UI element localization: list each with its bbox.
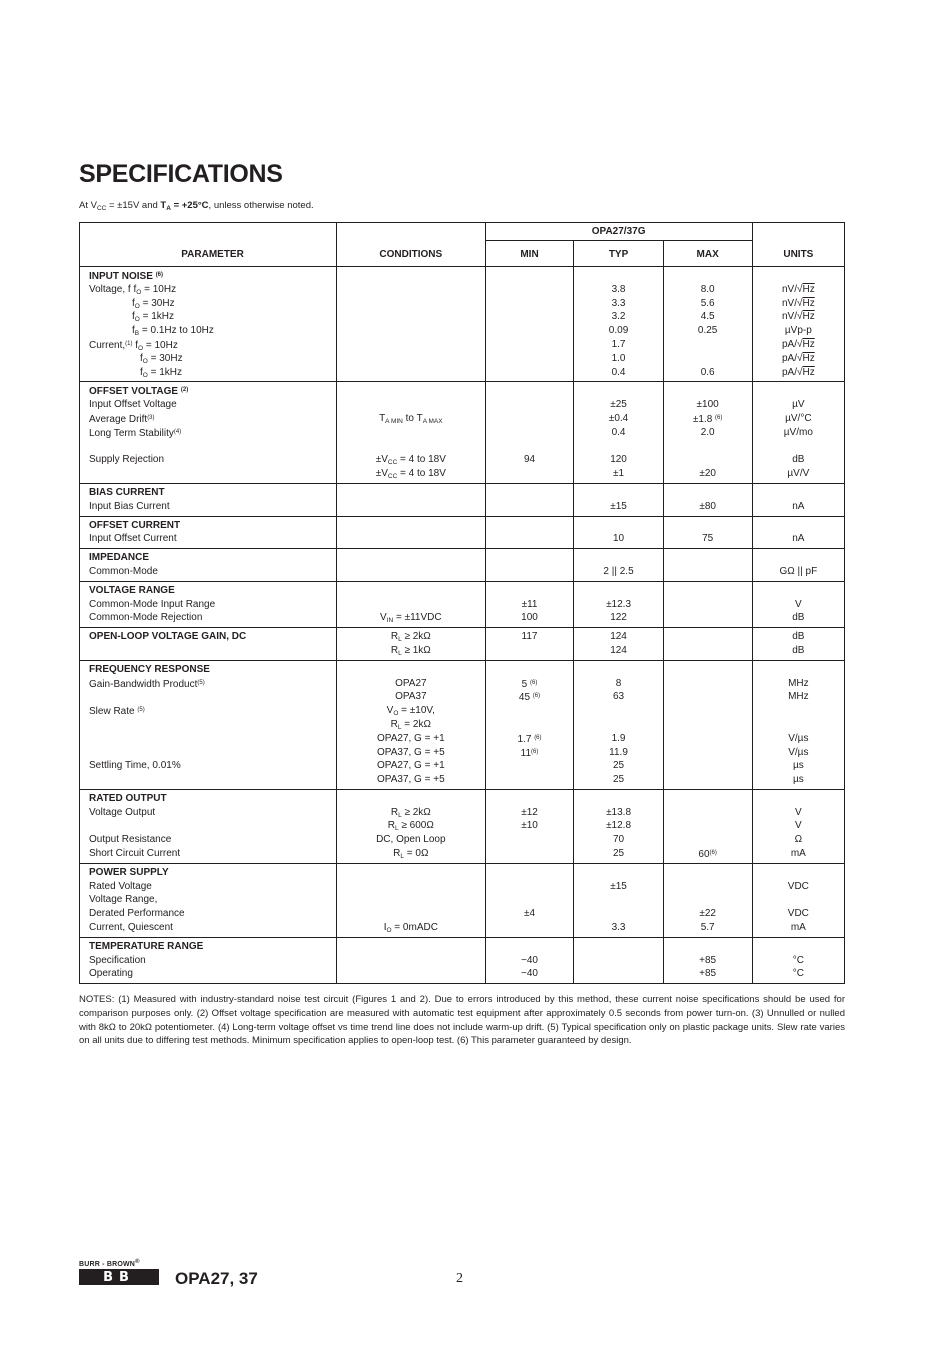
bias-current-params: BIAS CURRENT Input Bias Current bbox=[80, 483, 337, 516]
temperature-range-units: °C °C bbox=[752, 937, 844, 983]
open-loop-params: OPEN-LOOP VOLTAGE GAIN, DC bbox=[80, 628, 337, 661]
header-typ: TYP bbox=[574, 241, 663, 267]
header-min: MIN bbox=[485, 241, 574, 267]
frequency-response-params: FREQUENCY RESPONSE Gain-Bandwidth Product$^{(5)}$ Slew Rate $^{(5)}$ Settling Time, 0.01% bbox=[80, 660, 337, 789]
temperature-range-max: +85 +85 bbox=[663, 937, 752, 983]
group-power-supply bbox=[80, 863, 845, 937]
header-max: MAX bbox=[663, 241, 752, 267]
footnotes: NOTES: (1) Measured with industry-standard noise test circuit (Figures 1 and 2). Due to errors introduced by this method, these current noise specifications should be used for comparison purposes only. (2) Offset voltage specification are measured with automatic test equipment after approximately 0.5 seconds from power turn-on. (3) Unnulled or nulled with 8kΩ to 20kΩ potentiometer. (4) Long-term voltage offset vs time trend line does not include warm-up drift. (5) Typical specification only on plastic package units. Slew rate varies on all units due to differing test methods. Minimum specification applies to open-loop test. (6) This parameter guaranteed by design. bbox=[79, 994, 845, 1047]
frequency-response-units: MHz MHz V/µs V/µs µs µs bbox=[752, 660, 844, 789]
offset-current-min bbox=[485, 516, 574, 549]
rated-output-params: RATED OUTPUT Voltage Output Output Resistance Short Circuit Current bbox=[80, 789, 337, 863]
logo-wordmark: BURR - BROWN bbox=[79, 1261, 136, 1268]
rated-output-units: V V Ω mA bbox=[752, 789, 844, 863]
header-parameter: PARAMETER bbox=[80, 223, 337, 267]
group-impedance bbox=[80, 549, 845, 582]
header-units: UNITS bbox=[752, 223, 844, 267]
offset-voltage-params: OFFSET VOLTAGE $^{(2)}$ Input Offset Voltage Average Drift$^{(3)}$ Long Term Stability$^{(4)}$ Supply Rejection bbox=[80, 382, 337, 484]
header-conditions: CONDITIONS bbox=[337, 223, 485, 267]
bias-current-min bbox=[485, 483, 574, 516]
input-noise-conditions bbox=[337, 267, 485, 382]
impedance-max bbox=[663, 549, 752, 582]
group-offset-voltage bbox=[80, 382, 845, 484]
input-noise-max: 8.0 5.6 4.5 0.25 0.6 bbox=[663, 267, 752, 382]
power-supply-typ: ±15 3.3 bbox=[574, 863, 663, 937]
rated-output-typ: ±13.8 ±12.8 70 25 bbox=[574, 789, 663, 863]
voltage-range-typ: ±12.3 122 bbox=[574, 581, 663, 627]
voltage-range-max bbox=[663, 581, 752, 627]
registered-mark: ® bbox=[135, 1259, 140, 1265]
voltage-range-conditions: $V_{IN} = \pm 11VDC$ bbox=[337, 581, 485, 627]
table-header-row bbox=[80, 223, 845, 241]
page-number: 2 bbox=[456, 1271, 463, 1286]
temperature-range-min: −40 −40 bbox=[485, 937, 574, 983]
rated-output-max: 60$^{(6)}$ bbox=[663, 789, 752, 863]
input-noise-params: INPUT NOISE $^{(6)}$ Voltage, f $f_O = 10Hz$ $f_O = 30Hz$ $f_O = 1kHz$ $f_B = 0.1Hz$ to 10Hz Current,$^{(1)}$ $f_O = 10Hz$ $f_O = 30Hz$ $f_O = 1kHz$ bbox=[80, 267, 337, 382]
frequency-response-typ: 8 63 1.9 11.9 25 25 bbox=[574, 660, 663, 789]
voltage-range-units: V dB bbox=[752, 581, 844, 627]
voltage-range-params: VOLTAGE RANGE Common-Mode Input Range Common-Mode Rejection bbox=[80, 581, 337, 627]
offset-voltage-max: ±100 ±1.8 $^{(6)}$ 2.0 ±20 bbox=[663, 382, 752, 484]
power-supply-params: POWER SUPPLY Rated Voltage Voltage Range, Derated Performance Current, Quiescent bbox=[80, 863, 337, 937]
frequency-response-max bbox=[663, 660, 752, 789]
impedance-conditions bbox=[337, 549, 485, 582]
temperature-range-params: TEMPERATURE RANGE Specification Operating bbox=[80, 937, 337, 983]
bias-current-units: nA bbox=[752, 483, 844, 516]
impedance-typ: 2 || 2.5 bbox=[574, 549, 663, 582]
frequency-response-min: 5 $^{(6)}$ 45 $^{(6)}$ 1.7 $^{(6)}$ 11$^{(6)}$ bbox=[485, 660, 574, 789]
group-offset-current bbox=[80, 516, 845, 549]
group-bias-current bbox=[80, 483, 845, 516]
voltage-range-min: ±11 100 bbox=[485, 581, 574, 627]
offset-current-conditions bbox=[337, 516, 485, 549]
bias-current-max: ±80 bbox=[663, 483, 752, 516]
offset-voltage-min: 94 bbox=[485, 382, 574, 484]
part-number: OPA27, 37 bbox=[175, 1269, 258, 1288]
impedance-min bbox=[485, 549, 574, 582]
power-supply-min: ±4 bbox=[485, 863, 574, 937]
group-voltage-range bbox=[80, 581, 845, 627]
power-supply-units: VDC VDC mA bbox=[752, 863, 844, 937]
offset-current-params: OFFSET CURRENT Input Offset Current bbox=[80, 516, 337, 549]
bb-logo-icon: BB bbox=[79, 1269, 159, 1285]
page-title: SPECIFICATIONS bbox=[79, 160, 283, 188]
offset-current-max: 75 bbox=[663, 516, 752, 549]
power-supply-max: ±22 5.7 bbox=[663, 863, 752, 937]
impedance-units: GΩ || pF bbox=[752, 549, 844, 582]
specifications-table bbox=[79, 222, 845, 984]
test-conditions: At $V_{CC} = \pm 15V$ and $T_A = +25^\circ C$, unless otherwise noted. bbox=[79, 200, 314, 212]
impedance-params: IMPEDANCE Common-Mode bbox=[80, 549, 337, 582]
rated-output-conditions: $R_L \ge 2k\Omega$ $R_L \ge 600\Omega$ DC, Open Loop $R_L = 0\Omega$ bbox=[337, 789, 485, 863]
open-loop-units: dB dB bbox=[752, 628, 844, 661]
input-noise-units: nV/√Hz nV/√Hz nV/√Hz µVp-p pA/√Hz pA/√Hz pA/√Hz bbox=[752, 267, 844, 382]
open-loop-max bbox=[663, 628, 752, 661]
offset-current-units: nA bbox=[752, 516, 844, 549]
group-temperature-range bbox=[80, 937, 845, 983]
frequency-response-conditions: OPA27 OPA37 $V_O = \pm 10V$, $R_L = 2k\Omega$ OPA27, G = +1 OPA37, G = +5 OPA27, G = +1 OPA37, G = +5 bbox=[337, 660, 485, 789]
input-noise-typ: 3.8 3.3 3.2 0.09 1.7 1.0 0.4 bbox=[574, 267, 663, 382]
power-supply-conditions: $I_O$ = 0mADC bbox=[337, 863, 485, 937]
burr-brown-logo bbox=[79, 1259, 159, 1285]
rated-output-min: ±12 ±10 bbox=[485, 789, 574, 863]
offset-voltage-conditions: $T_{A MIN}$ to $T_{A MAX}$ $\pm V_{CC} = 4$ to 18V $\pm V_{CC} = 4$ to 18V bbox=[337, 382, 485, 484]
open-loop-min: 117 bbox=[485, 628, 574, 661]
group-open-loop-gain bbox=[80, 628, 845, 661]
header-group-opa27-37g: OPA27/37G bbox=[485, 223, 752, 241]
bias-current-conditions bbox=[337, 483, 485, 516]
temperature-range-typ bbox=[574, 937, 663, 983]
offset-current-typ: 10 bbox=[574, 516, 663, 549]
group-input-noise bbox=[80, 267, 845, 382]
temperature-range-conditions bbox=[337, 937, 485, 983]
open-loop-conditions: $R_L \ge 2k\Omega$ $R_L \ge 1k\Omega$ bbox=[337, 628, 485, 661]
offset-voltage-units: µV µV/°C µV/mo dB µV/V bbox=[752, 382, 844, 484]
bias-current-typ: ±15 bbox=[574, 483, 663, 516]
offset-voltage-typ: ±25 ±0.4 0.4 120 ±1 bbox=[574, 382, 663, 484]
group-rated-output bbox=[80, 789, 845, 863]
group-frequency-response bbox=[80, 660, 845, 789]
open-loop-typ: 124 124 bbox=[574, 628, 663, 661]
input-noise-min bbox=[485, 267, 574, 382]
